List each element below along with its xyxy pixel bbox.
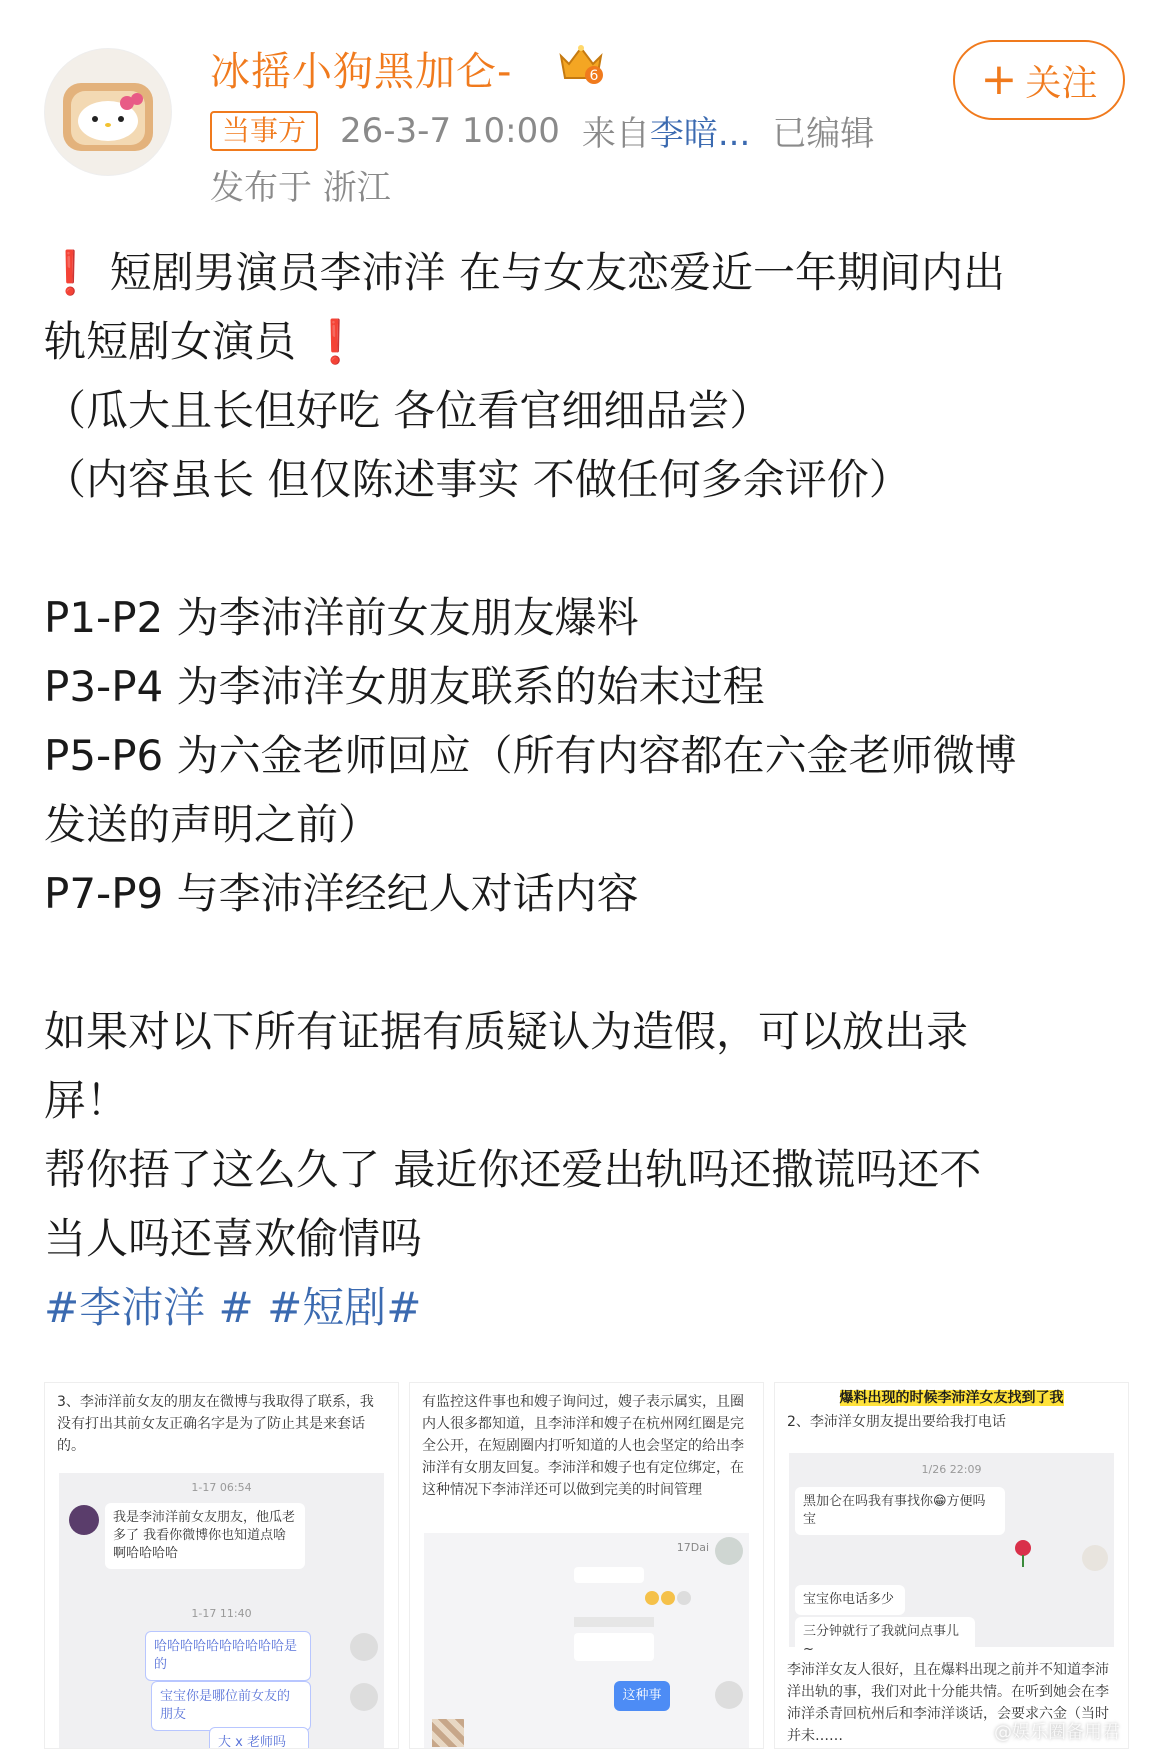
image-caption: 2、李沛洋女朋友提出要给我打电话 (787, 1414, 1006, 1430)
post-line: P3-P4 为李沛洋女朋友联系的始末过程 (44, 662, 765, 711)
post-line: （瓜大且长但好吃 各位看官细细品尝） (44, 386, 772, 435)
chat-message: 这种事 (614, 1681, 670, 1711)
rose-icon (1011, 1539, 1035, 1569)
chat-message: 宝宝你电话多少 (795, 1585, 905, 1615)
exclamation-icon: ❗ (309, 317, 362, 366)
post-line: 轨短剧女演员 (44, 317, 310, 366)
chat-screenshot (424, 1533, 749, 1749)
chat-time: 1/26 22:09 (921, 1463, 982, 1476)
avatar[interactable] (44, 48, 172, 176)
from-label: 来自 (581, 114, 650, 154)
image-banner: 爆料出现的时候李沛洋女友找到了我 (839, 1390, 1064, 1406)
plus-icon: + (980, 54, 1018, 105)
chat-time: 1-17 11:40 (191, 1607, 252, 1620)
watermark: @娱乐圈备用君 (994, 1722, 1120, 1743)
chat-avatar (350, 1633, 378, 1661)
image-caption: 李沛洋女友人很好，且在爆料出现之前并不知道李沛洋出轨的事，我们对此十分能共情。在听到她会在李沛洋杀青回杭州后和李沛洋谈话，会要求六金（当时并未…… (787, 1662, 1109, 1744)
chat-message: 黑加仑在吗我有事找你😁方便吗宝 (795, 1487, 1005, 1535)
post-text (44, 238, 1134, 1342)
post-source-link[interactable]: 李暗... (649, 114, 751, 154)
chat-screenshot (789, 1453, 1114, 1657)
post-line: 当人吗还喜欢偷情吗 (44, 1214, 423, 1263)
post-line: 如果对以下所有证据有质疑认为造假，可以放出录 (44, 1007, 969, 1056)
chat-system-text (574, 1617, 654, 1627)
chat-avatar (1082, 1545, 1108, 1571)
image-thumbnail-3[interactable] (774, 1382, 1129, 1749)
chat-message (574, 1633, 654, 1661)
post-line: 屏！ (44, 1076, 129, 1125)
post-meta (210, 106, 874, 155)
post-line: 帮你捂了这么久了 最近你还爱出轨吗还撒谎吗还不 (44, 1145, 982, 1194)
vip-level: 6 (589, 68, 599, 84)
post-time: 26-3-7 10:00 (340, 110, 560, 151)
hashtag-links[interactable]: #李沛洋 # #短剧# (44, 1283, 422, 1332)
chat-time: 1-17 06:54 (191, 1481, 252, 1494)
emoji-icon (644, 1589, 694, 1607)
follow-button[interactable] (953, 40, 1125, 120)
party-tag: 当事方 (210, 111, 318, 151)
follow-label: 关注 (1025, 62, 1098, 104)
chat-message: 我是李沛洋前女友朋友，他瓜老多了 我看你微博你也知道点啥啊哈哈哈哈 (105, 1503, 305, 1569)
post-line: 发送的声明之前） (44, 800, 381, 849)
post-line: P1-P2 为李沛洋前女友朋友爆料 (44, 593, 639, 642)
edited-label[interactable]: 已编辑 (772, 114, 875, 154)
post-line: （内容虽长 但仅陈述事实 不做任何多余评价） (44, 455, 911, 504)
post-location: 发布于 浙江 (210, 168, 391, 208)
post-line: P7-P9 与李沛洋经纪人对话内容 (44, 869, 639, 918)
chat-avatar (350, 1683, 378, 1711)
chat-avatar (69, 1505, 99, 1535)
chat-avatar (715, 1681, 743, 1709)
image-thumbnail-2[interactable] (409, 1382, 764, 1749)
vip-crown-icon[interactable] (555, 42, 607, 86)
chat-sender: 17Dai (676, 1541, 709, 1554)
chat-message: 大 x 老师吗 (209, 1727, 309, 1749)
chat-message (574, 1567, 644, 1583)
post-line: P5-P6 为六金老师回应（所有内容都在六金老师微博 (44, 731, 1017, 780)
chat-message: 宝宝你是哪位前女友的朋友 (151, 1681, 311, 1731)
chat-message: 三分钟就行了我就问点事儿~ (795, 1617, 975, 1665)
chat-avatar (715, 1537, 743, 1565)
image-caption: 3、李沛洋前女友的朋友在微博与我取得了联系，我没有打出其前女友正确名字是为了防止其是来套话的。 (57, 1394, 374, 1454)
exclamation-icon: ❗ (44, 248, 97, 297)
image-grid (44, 1382, 1130, 1749)
chat-message: 哈哈哈哈哈哈哈哈哈哈是的 (145, 1631, 311, 1681)
blurred-avatar (432, 1719, 464, 1747)
post-line: 短剧男演员李沛洋 在与女友恋爱近一年期间内出 (96, 248, 1005, 297)
image-caption: 有监控这件事也和嫂子询问过，嫂子表示属实，且圈内人很多都知道，且李沛洋和嫂子在杭州网红圈是完全公开，在短剧圈内打听知道的人也会坚定的给出李沛洋有女朋友回复。李沛洋和嫂子也有定位绑定，在这种情况下李沛洋还可以做到完美的时间管理 (422, 1394, 744, 1498)
chat-screenshot (59, 1473, 384, 1749)
username[interactable]: 冰摇小狗黑加仑- (210, 49, 513, 95)
image-thumbnail-1[interactable] (44, 1382, 399, 1749)
